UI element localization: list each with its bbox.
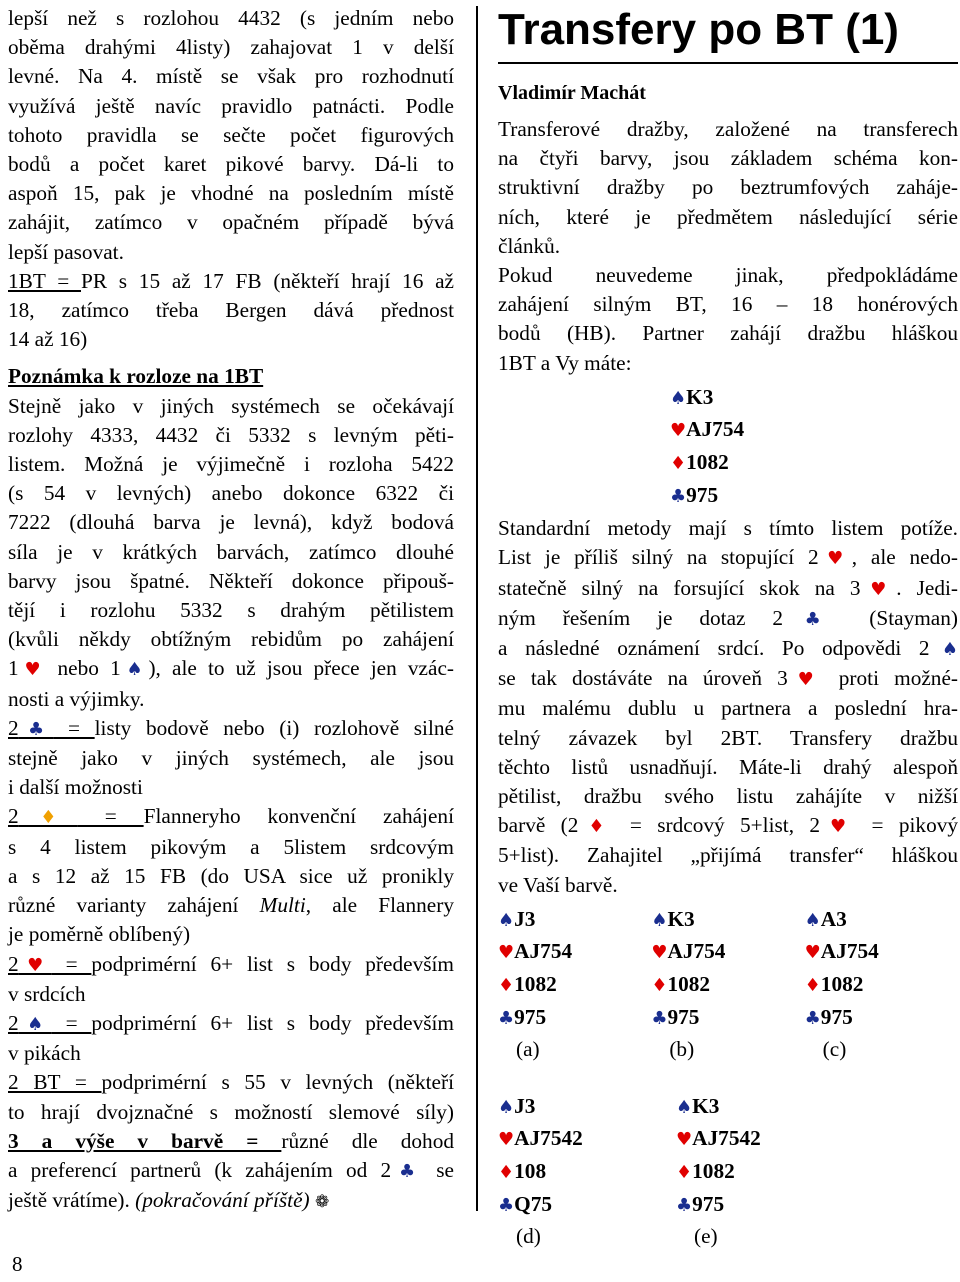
- diamonds-holding: 108: [514, 1159, 547, 1183]
- spades-holding: J3: [514, 906, 536, 931]
- text-frag: List je příliš silný na stopující 2: [498, 545, 819, 570]
- text-line: ve Vaší barvě.: [498, 872, 618, 897]
- heart-icon: ♥: [651, 942, 668, 964]
- text-line: 14 až 16): [8, 327, 88, 352]
- text-line: bodů (HB). Partner zahájí dražbu hláškou: [498, 321, 958, 346]
- continuation-note: (pokračování příště): [135, 1188, 310, 1213]
- para-1: [498, 115, 958, 261]
- text-frag: =: [51, 951, 92, 976]
- club-icon: ♣: [498, 1007, 515, 1029]
- text-line: ních, které je předmětem následující série: [498, 204, 958, 229]
- text-line: 5+list). Zahajitel „přijímá transfer“ hláškou: [498, 843, 958, 868]
- text-line: Pokud neuvedeme jinak, předpokládáme: [498, 263, 958, 288]
- spade-icon: ♠: [651, 909, 668, 931]
- text-line: listem. Možná je výjimečně i rozloha 5422: [8, 452, 454, 477]
- hand-label: (a): [516, 1037, 540, 1062]
- text-frag: , ale Flannery: [305, 893, 454, 918]
- hand-e: [676, 1091, 854, 1252]
- text-frag: podprimérní 6+ list s body především: [91, 951, 454, 976]
- text-line: mu malému dublu u partnera a poslední hra-: [498, 696, 958, 721]
- club-icon: ♣: [651, 1007, 668, 1029]
- text-line: nosti a výjimky.: [8, 686, 145, 711]
- text-line: tějí i rozlohu 5332 s drahým pětilistem: [8, 598, 454, 623]
- club-icon: ♣: [804, 1007, 821, 1029]
- multi-term: Multi: [259, 893, 306, 918]
- diamond-icon: ♦: [651, 975, 668, 997]
- diamond-icon: ♦: [804, 975, 821, 997]
- article-title: Transfery po BT (1): [498, 4, 958, 64]
- heart-icon: ♥: [498, 1129, 515, 1151]
- text-frag: , ale nedo-: [851, 545, 958, 570]
- text-line: rozlohy 4333, 4432 či 5332 s levným pěti-: [8, 422, 454, 447]
- clubs-holding: 975: [667, 1004, 700, 1029]
- text-line: oběma drahými 4listy) zahajovat 1 v delší: [8, 35, 454, 60]
- club-icon: ♣: [670, 485, 687, 507]
- text-frag: =: [77, 804, 144, 829]
- right-column: [498, 4, 958, 1252]
- hand-label: (d): [516, 1224, 541, 1249]
- text-line: 1BT a Vy máte:: [498, 350, 632, 375]
- bid-label: 2 BT =: [8, 1070, 102, 1095]
- para-3: [498, 514, 958, 900]
- hands-row-2: [498, 1091, 958, 1252]
- note-section: [8, 362, 454, 713]
- text-frag: statečně silný na forsující skok na 3: [498, 575, 861, 600]
- intro-paragraph: [8, 4, 454, 267]
- text-line: tohoto pravidla se sečte počet figurových: [8, 122, 454, 147]
- para-2: [498, 261, 958, 378]
- hand-label: (b): [669, 1037, 695, 1062]
- spade-icon: ♠: [498, 1096, 515, 1118]
- text-line: to hrají dvojznačné s možností slemové síly): [8, 1099, 454, 1124]
- text-frag: 1: [8, 656, 19, 681]
- club-icon: ♣: [498, 1194, 515, 1216]
- spade-icon: ♠: [120, 659, 149, 681]
- hearts-holding: AJ754: [667, 939, 726, 964]
- two-hearts-definition: [8, 950, 454, 1009]
- clubs-holding: 975: [686, 482, 719, 507]
- text-line: je poměrně oblíbený): [8, 922, 191, 947]
- text-frag: ), ale to už jsou přece jen vzác-: [148, 656, 454, 681]
- text-frag: ještě vrátíme).: [8, 1188, 136, 1213]
- text-line: i další možnosti: [8, 775, 143, 800]
- onebt-label: 1BT =: [8, 268, 81, 293]
- diamond-icon: ♦: [498, 1162, 515, 1183]
- text-line: 18, zatímco třeba Bergen dává přednost: [8, 298, 454, 323]
- text-line: stejně jako v jiných systémech, ale jsou: [8, 746, 454, 771]
- heart-icon: ♥: [787, 669, 824, 691]
- text-frag: barvě (2: [498, 813, 579, 838]
- text-line: pětilist, dražbu svého listu zahájíte v nižší: [498, 784, 958, 809]
- hearts-holding: AJ754: [514, 939, 573, 964]
- text-line: lepší pasovat.: [8, 239, 124, 264]
- diamond-icon: ♦: [670, 453, 687, 475]
- heart-icon: ♥: [818, 548, 852, 570]
- text-frag: proti možné-: [823, 666, 959, 691]
- bid-label: 2: [8, 715, 19, 740]
- spade-icon: ♠: [929, 639, 958, 661]
- diamonds-holding: 1082: [514, 972, 557, 997]
- text-line: (kvůli někdy obtížným rebidům po zahájení: [8, 627, 454, 652]
- two-diamonds-definition: [8, 802, 454, 949]
- hand-label: (c): [822, 1037, 847, 1062]
- bid-label: 3 a výše v barvě =: [8, 1128, 282, 1153]
- hearts-holding: AJ7542: [514, 1126, 583, 1151]
- hand-b: [651, 904, 804, 1065]
- two-clubs-definition: [8, 714, 454, 803]
- clubs-holding: 975: [692, 1191, 725, 1216]
- text-frag: (Stayman): [842, 605, 958, 630]
- spades-holding: K3: [692, 1093, 720, 1118]
- heart-icon: ♥: [804, 942, 821, 964]
- text-frag: listy bodově nebo (i) rozlohově silné: [94, 715, 454, 740]
- diamond-icon: ♦: [578, 816, 615, 838]
- hands-row-1: [498, 904, 958, 1065]
- hand-label: (e): [694, 1224, 718, 1249]
- text-line: zahájení silným BT, 16 – 18 honérových: [498, 292, 958, 317]
- bid-label: 2: [8, 951, 19, 976]
- three-up-definition: [8, 1127, 454, 1218]
- text-line: levné. Na 4. místě se však pro rozhodnutí: [8, 64, 454, 89]
- diamonds-holding: 1082: [686, 450, 729, 475]
- page-number: 8: [12, 1252, 23, 1276]
- heart-icon: ♥: [18, 659, 47, 681]
- text-line: síla je v krátkých barvách, zatímco dlouhé: [8, 539, 454, 564]
- text-line: barvy jsou špatné. Někteří dokonce připouš-: [8, 568, 454, 593]
- diamonds-holding: 1082: [667, 972, 711, 997]
- diamond-icon: ♦: [18, 807, 78, 829]
- flower-icon: ❁: [314, 1192, 330, 1213]
- onebt-definition: [8, 267, 454, 355]
- text-line: v srdcích: [8, 981, 86, 1006]
- text-frag: různé dle dohod: [281, 1128, 454, 1153]
- text-frag: se tak dostáváte na úroveň 3: [498, 666, 788, 691]
- text-line: telný závazek byl 2BT. Transfery dražbu: [498, 725, 958, 750]
- text-frag: nebo 1: [46, 656, 121, 681]
- bid-label: 2: [8, 804, 19, 829]
- heart-icon: ♥: [820, 816, 857, 838]
- text-frag: a následné oznámení srdcí. Po odpovědi 2: [498, 636, 930, 661]
- text-line: Standardní metody mají s tímto listem potíže.: [498, 516, 958, 541]
- clubs-holding: 975: [514, 1004, 547, 1029]
- text-frag: = pikový: [856, 813, 959, 838]
- text-line: článků.: [498, 233, 561, 258]
- author-name: Vladimír Machát: [498, 82, 646, 104]
- heart-icon: ♥: [676, 1129, 693, 1151]
- spade-icon: ♠: [498, 909, 515, 931]
- spade-icon: ♠: [804, 909, 821, 931]
- text-frag: =: [51, 1010, 92, 1035]
- text-line: lepší než s rozlohou 4432 (s jedním nebo: [8, 6, 454, 30]
- text-frag: Flanneryho konvenční zahájení: [143, 804, 454, 829]
- hand-main: [670, 382, 958, 512]
- text-frag: . Jedi-: [896, 575, 959, 600]
- text-frag: se: [423, 1157, 454, 1182]
- text-line: v pikách: [8, 1041, 81, 1066]
- text-frag: =: [53, 715, 95, 740]
- text-line: těchto listů usnadňují. Máte-li drahý alespoň: [498, 754, 958, 779]
- text-frag: = srdcový 5+list, 2: [614, 813, 820, 838]
- text-line: využívá ještě navíc pravidlo patnácti. Podle: [8, 93, 454, 118]
- spade-icon: ♠: [18, 1013, 52, 1035]
- heart-icon: ♥: [498, 942, 515, 964]
- spade-icon: ♠: [676, 1096, 693, 1118]
- text-line: a s 12 až 15 FB (do USA sice už pronikly: [8, 863, 454, 888]
- text-frag: podprimérní s 55 v levných (někteří: [101, 1070, 454, 1095]
- bid-label: 2: [8, 1010, 19, 1035]
- club-icon: ♣: [391, 1160, 424, 1182]
- diamond-icon: ♦: [676, 1162, 693, 1183]
- diamond-icon: ♦: [498, 975, 515, 997]
- text-line: zahájit, zatímco v opačném případě bývá: [8, 210, 454, 235]
- text-line: na čtyři barvy, jsou základem schéma kon-: [498, 146, 958, 171]
- hand-c: [805, 904, 958, 1065]
- spades-holding: J3: [514, 1093, 536, 1118]
- text-line: s 4 listem pikovým a 5listem srdcovým: [8, 834, 454, 859]
- text-line: bodů a počet karet pikové barvy. Dá-li to: [8, 152, 454, 177]
- diamonds-holding: 1082: [692, 1159, 735, 1183]
- text-line: PR s 15 až 17 FB (někteří hrají 16 až: [80, 268, 454, 293]
- hearts-holding: AJ7542: [692, 1126, 761, 1151]
- text-frag: a preferencí partnerů (k zahájením od 2: [8, 1157, 392, 1182]
- text-frag: různé varianty zahájení: [8, 893, 260, 918]
- diamonds-holding: 1082: [820, 972, 864, 997]
- spade-icon: ♠: [670, 387, 687, 409]
- clubs-holding: Q75: [514, 1191, 553, 1216]
- text-line: struktivní dražby po beztrumfových zaháje-: [498, 175, 958, 200]
- club-icon: ♣: [783, 608, 843, 630]
- hearts-holding: AJ754: [686, 417, 745, 442]
- spades-holding: K3: [667, 906, 695, 931]
- text-frag: podprimérní 6+ list s body především: [91, 1010, 454, 1035]
- text-line: (s 54 v levných) anebo dokonce 6322 či: [8, 481, 454, 506]
- spades-holding: A3: [820, 906, 847, 931]
- two-spades-definition: [8, 1009, 454, 1068]
- text-frag: ným řešením je dotaz 2: [498, 605, 784, 630]
- heart-icon: ♥: [670, 420, 687, 442]
- club-icon: ♣: [18, 718, 54, 740]
- heart-icon: ♥: [18, 954, 52, 976]
- text-line: 7222 (dlouhá barva je levná), když bodová: [8, 510, 454, 535]
- spades-holding: K3: [686, 384, 714, 409]
- hand-d: [498, 1091, 676, 1252]
- text-line: Transferové dražby, založené na transferech: [498, 117, 958, 141]
- club-icon: ♣: [676, 1194, 693, 1216]
- left-column: [8, 4, 454, 1217]
- text-line: aspoň 15, pak je vhodné na posledním místě: [8, 181, 454, 206]
- heart-icon: ♥: [860, 578, 897, 600]
- text-line: Stejně jako v jiných systémech se očekávají: [8, 393, 454, 418]
- hearts-holding: AJ754: [820, 939, 879, 964]
- note-heading: Poznámka k rozloze na 1BT: [8, 364, 264, 389]
- hand-a: [498, 904, 651, 1065]
- clubs-holding: 975: [820, 1004, 853, 1029]
- two-bt-definition: [8, 1068, 454, 1126]
- column-divider: [476, 6, 478, 1211]
